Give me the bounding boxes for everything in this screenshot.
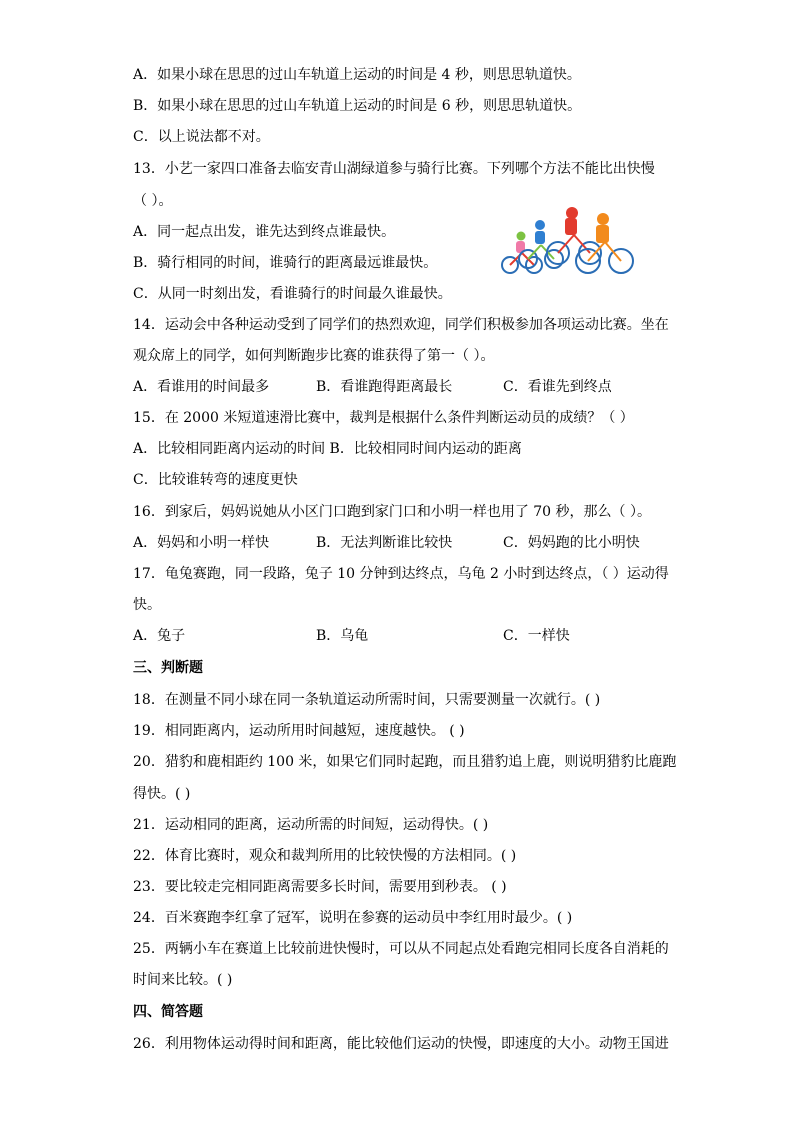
question-17-text: 17．龟兔赛跑，同一段路，兔子 10 分钟到达终点，乌龟 2 小时到达终点，（ ）运动得 bbox=[133, 566, 669, 582]
option-14-c: C．看谁先到终点 bbox=[503, 379, 612, 395]
question-13-blank: （ ）。 bbox=[133, 193, 173, 209]
option-13-a: A．同一起点出发，谁先达到终点谁最快。 bbox=[133, 224, 396, 240]
question-25-text-cont: 时间来比较。( ) bbox=[133, 972, 233, 988]
option-16-a: A．妈妈和小明一样快 bbox=[133, 535, 270, 551]
option-17-a: A．兔子 bbox=[133, 628, 186, 644]
question-22-text: 22．体育比赛时，观众和裁判所用的比较快慢的方法相同。( ) bbox=[133, 848, 517, 864]
question-14-text-cont: 观众席上的同学，如何判断跑步比赛的谁获得了第一（ ）。 bbox=[133, 348, 495, 364]
question-16-options bbox=[133, 533, 733, 553]
question-15-text: 15．在 2000 米短道速滑比赛中，裁判是根据什么条件判断运动员的成绩？（ ） bbox=[133, 410, 634, 426]
section-4-heading: 四、简答题 bbox=[133, 1004, 203, 1020]
option-17-c: C．一样快 bbox=[503, 628, 570, 644]
question-14-text: 14．运动会中各种运动受到了同学们的热烈欢迎，同学们积极参加各项运动比赛。坐在 bbox=[133, 317, 669, 333]
section-3-heading: 三、判断题 bbox=[133, 660, 203, 676]
option-13-b: B．骑行相同的时间，谁骑行的距离最远谁最快。 bbox=[133, 255, 438, 271]
option-14-b: B．看谁跑得距离最长 bbox=[316, 379, 453, 395]
question-24-text: 24．百米赛跑李红拿了冠军，说明在参赛的运动员中李红用时最少。( ) bbox=[133, 910, 573, 926]
cyclists-illustration bbox=[500, 205, 635, 277]
option-14-a: A．看谁用的时间最多 bbox=[133, 379, 270, 395]
option-12-c: C．以上说法都不对。 bbox=[133, 129, 270, 145]
question-17-text-cont: 快。 bbox=[133, 597, 161, 613]
option-15-ab: A．比较相同距离内运动的时间 B．比较相同时间内运动的距离 bbox=[133, 441, 522, 457]
question-14-options bbox=[133, 377, 733, 397]
question-20-text-cont: 得快。( ) bbox=[133, 786, 191, 802]
option-17-b: B．乌龟 bbox=[316, 628, 369, 644]
question-16-text: 16．到家后，妈妈说她从小区门口跑到家门口和小明一样也用了 70 秒，那么（ ）。 bbox=[133, 504, 651, 520]
question-20-text: 20．猎豹和鹿相距约 100 米，如果它们同时起跑，而且猎豹追上鹿，则说明猎豹比鹿跑 bbox=[133, 754, 677, 770]
question-19-text: 19．相同距离内，运动所用时间越短，速度越快。 ( ) bbox=[133, 723, 465, 739]
question-13-text: 13．小艺一家四口准备去临安青山湖绿道参与骑行比赛。下列哪个方法不能比出快慢 bbox=[133, 161, 655, 177]
option-16-b: B．无法判断谁比较快 bbox=[316, 535, 453, 551]
question-23-text: 23．要比较走完相同距离需要多长时间，需要用到秒表。 ( ) bbox=[133, 879, 507, 895]
option-16-c: C．妈妈跑的比小明快 bbox=[503, 535, 640, 551]
question-17-options bbox=[133, 626, 733, 646]
option-13-c: C．从同一时刻出发，看谁骑行的时间最久谁最快。 bbox=[133, 286, 452, 302]
question-26-text: 26．利用物体运动得时间和距离，能比较他们运动的快慢，即速度的大小。动物王国进 bbox=[133, 1036, 669, 1052]
option-12-a: A．如果小球在思思的过山车轨道上运动的时间是 4 秒，则思思轨道快。 bbox=[133, 67, 581, 83]
option-12-b: B．如果小球在思思的过山车轨道上运动的时间是 6 秒，则思思轨道快。 bbox=[133, 98, 582, 114]
question-18-text: 18．在测量不同小球在同一条轨道运动所需时间，只需要测量一次就行。( ) bbox=[133, 692, 601, 708]
option-15-c: C．比较谁转弯的速度更快 bbox=[133, 472, 298, 488]
question-25-text: 25．两辆小车在赛道上比较前进快慢时，可以从不同起点处看跑完相同长度各自消耗的 bbox=[133, 941, 669, 957]
question-21-text: 21．运动相同的距离，运动所需的时间短，运动得快。( ) bbox=[133, 817, 489, 833]
